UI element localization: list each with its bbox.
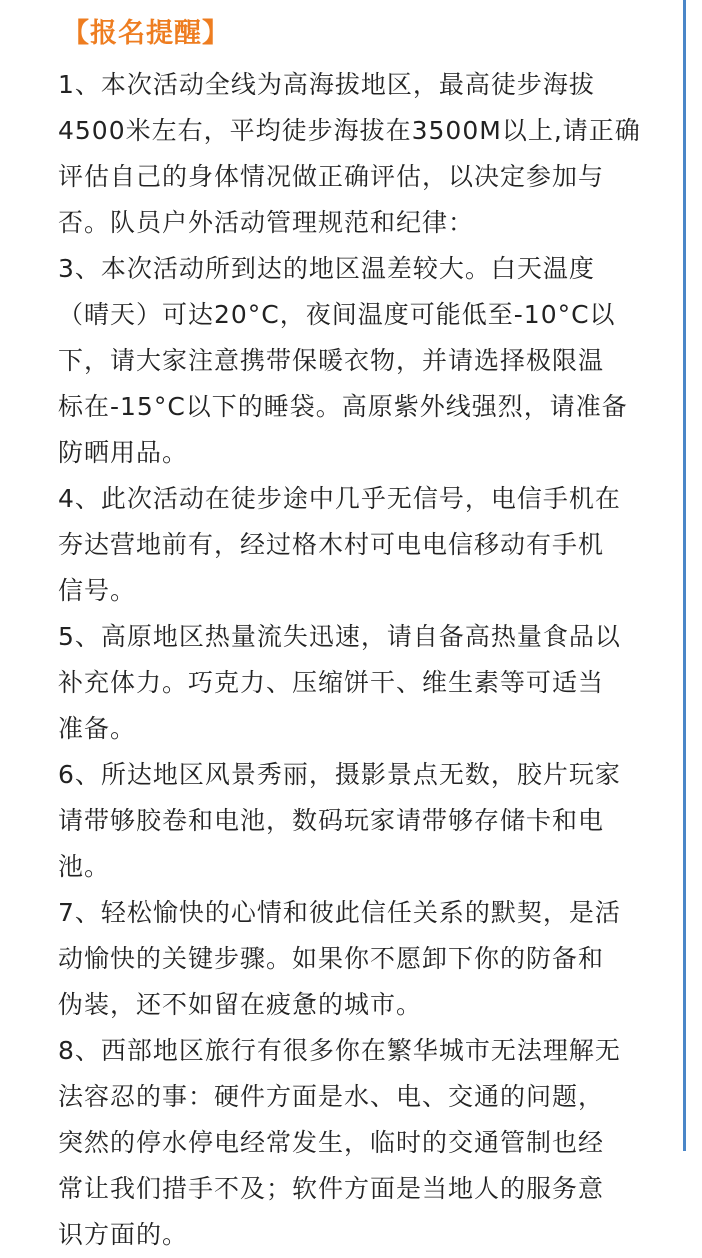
paragraph-line: 评估自己的身体情况做正确评估，以决定参加与 [58,162,605,191]
paragraph-line: 信号。 [58,576,137,605]
paragraph-line: 下，请大家注意携带保暖衣物，并请选择极限温 [58,346,605,375]
paragraph-line: 夯达营地前有，经过格木村可电电信移动有手机 [58,530,605,559]
paragraph-line: 3、本次活动所到达的地区温差较大。白天温度 [58,254,595,283]
paragraph-line: 标在-15°C以下的睡袋。高原紫外线强烈，请准备 [58,392,628,421]
paragraph-line: 否。队员户外活动管理规范和纪律： [58,208,475,237]
paragraph-line: 补充体力。巧克力、压缩饼干、维生素等可适当 [58,668,605,697]
reminder-paragraph [58,246,664,476]
paragraph-line: 8、西部地区旅行有很多你在繁华城市无法理解无 [58,1036,621,1065]
paragraph-line: 突然的停水停电经常发生，临时的交通管制也经 [58,1128,605,1157]
paragraph-line: 6、所达地区风景秀丽，摄影景点无数，胶片玩家 [58,760,621,789]
reminder-paragraph [58,476,664,614]
reminder-paragraph [58,1028,664,1258]
section-heading: 【报名提醒】 [62,18,230,49]
paragraph-line: 5、高原地区热量流失迅速，请自备高热量食品以 [58,622,621,651]
paragraph-line: 伪装，还不如留在疲惫的城市。 [58,990,423,1019]
reminder-paragraph [58,62,664,246]
paragraph-line: 池。 [58,852,111,881]
paragraph-line: 4、此次活动在徒步途中几乎无信号，电信手机在 [58,484,621,513]
paragraph-line: 识方面的。 [58,1220,189,1249]
paragraph-line: 7、轻松愉快的心情和彼此信任关系的默契，是活 [58,898,621,927]
reminder-paragraph [58,614,664,752]
reminder-paragraph [58,752,664,890]
paragraph-line: 准备。 [58,714,137,743]
reminder-paragraph [58,890,664,1028]
paragraph-line: 动愉快的关键步骤。如果你不愿卸下你的防备和 [58,944,605,973]
paragraph-line: 4500米左右，平均徒步海拔在3500M以上,请正确 [58,116,641,145]
paragraph-line: 常让我们措手不及；软件方面是当地人的服务意 [58,1174,605,1203]
paragraph-line: 防晒用品。 [58,438,189,467]
paragraph-line: （晴天）可达20°C，夜间温度可能低至-10°C以 [58,300,616,329]
paragraph-line: 请带够胶卷和电池，数码玩家请带够存储卡和电 [58,806,605,835]
paragraph-line: 1、本次活动全线为高海拔地区，最高徒步海拔 [58,70,595,99]
reminder-content [58,62,664,1258]
paragraph-line: 法容忍的事：硬件方面是水、电、交通的问题， [58,1082,605,1111]
